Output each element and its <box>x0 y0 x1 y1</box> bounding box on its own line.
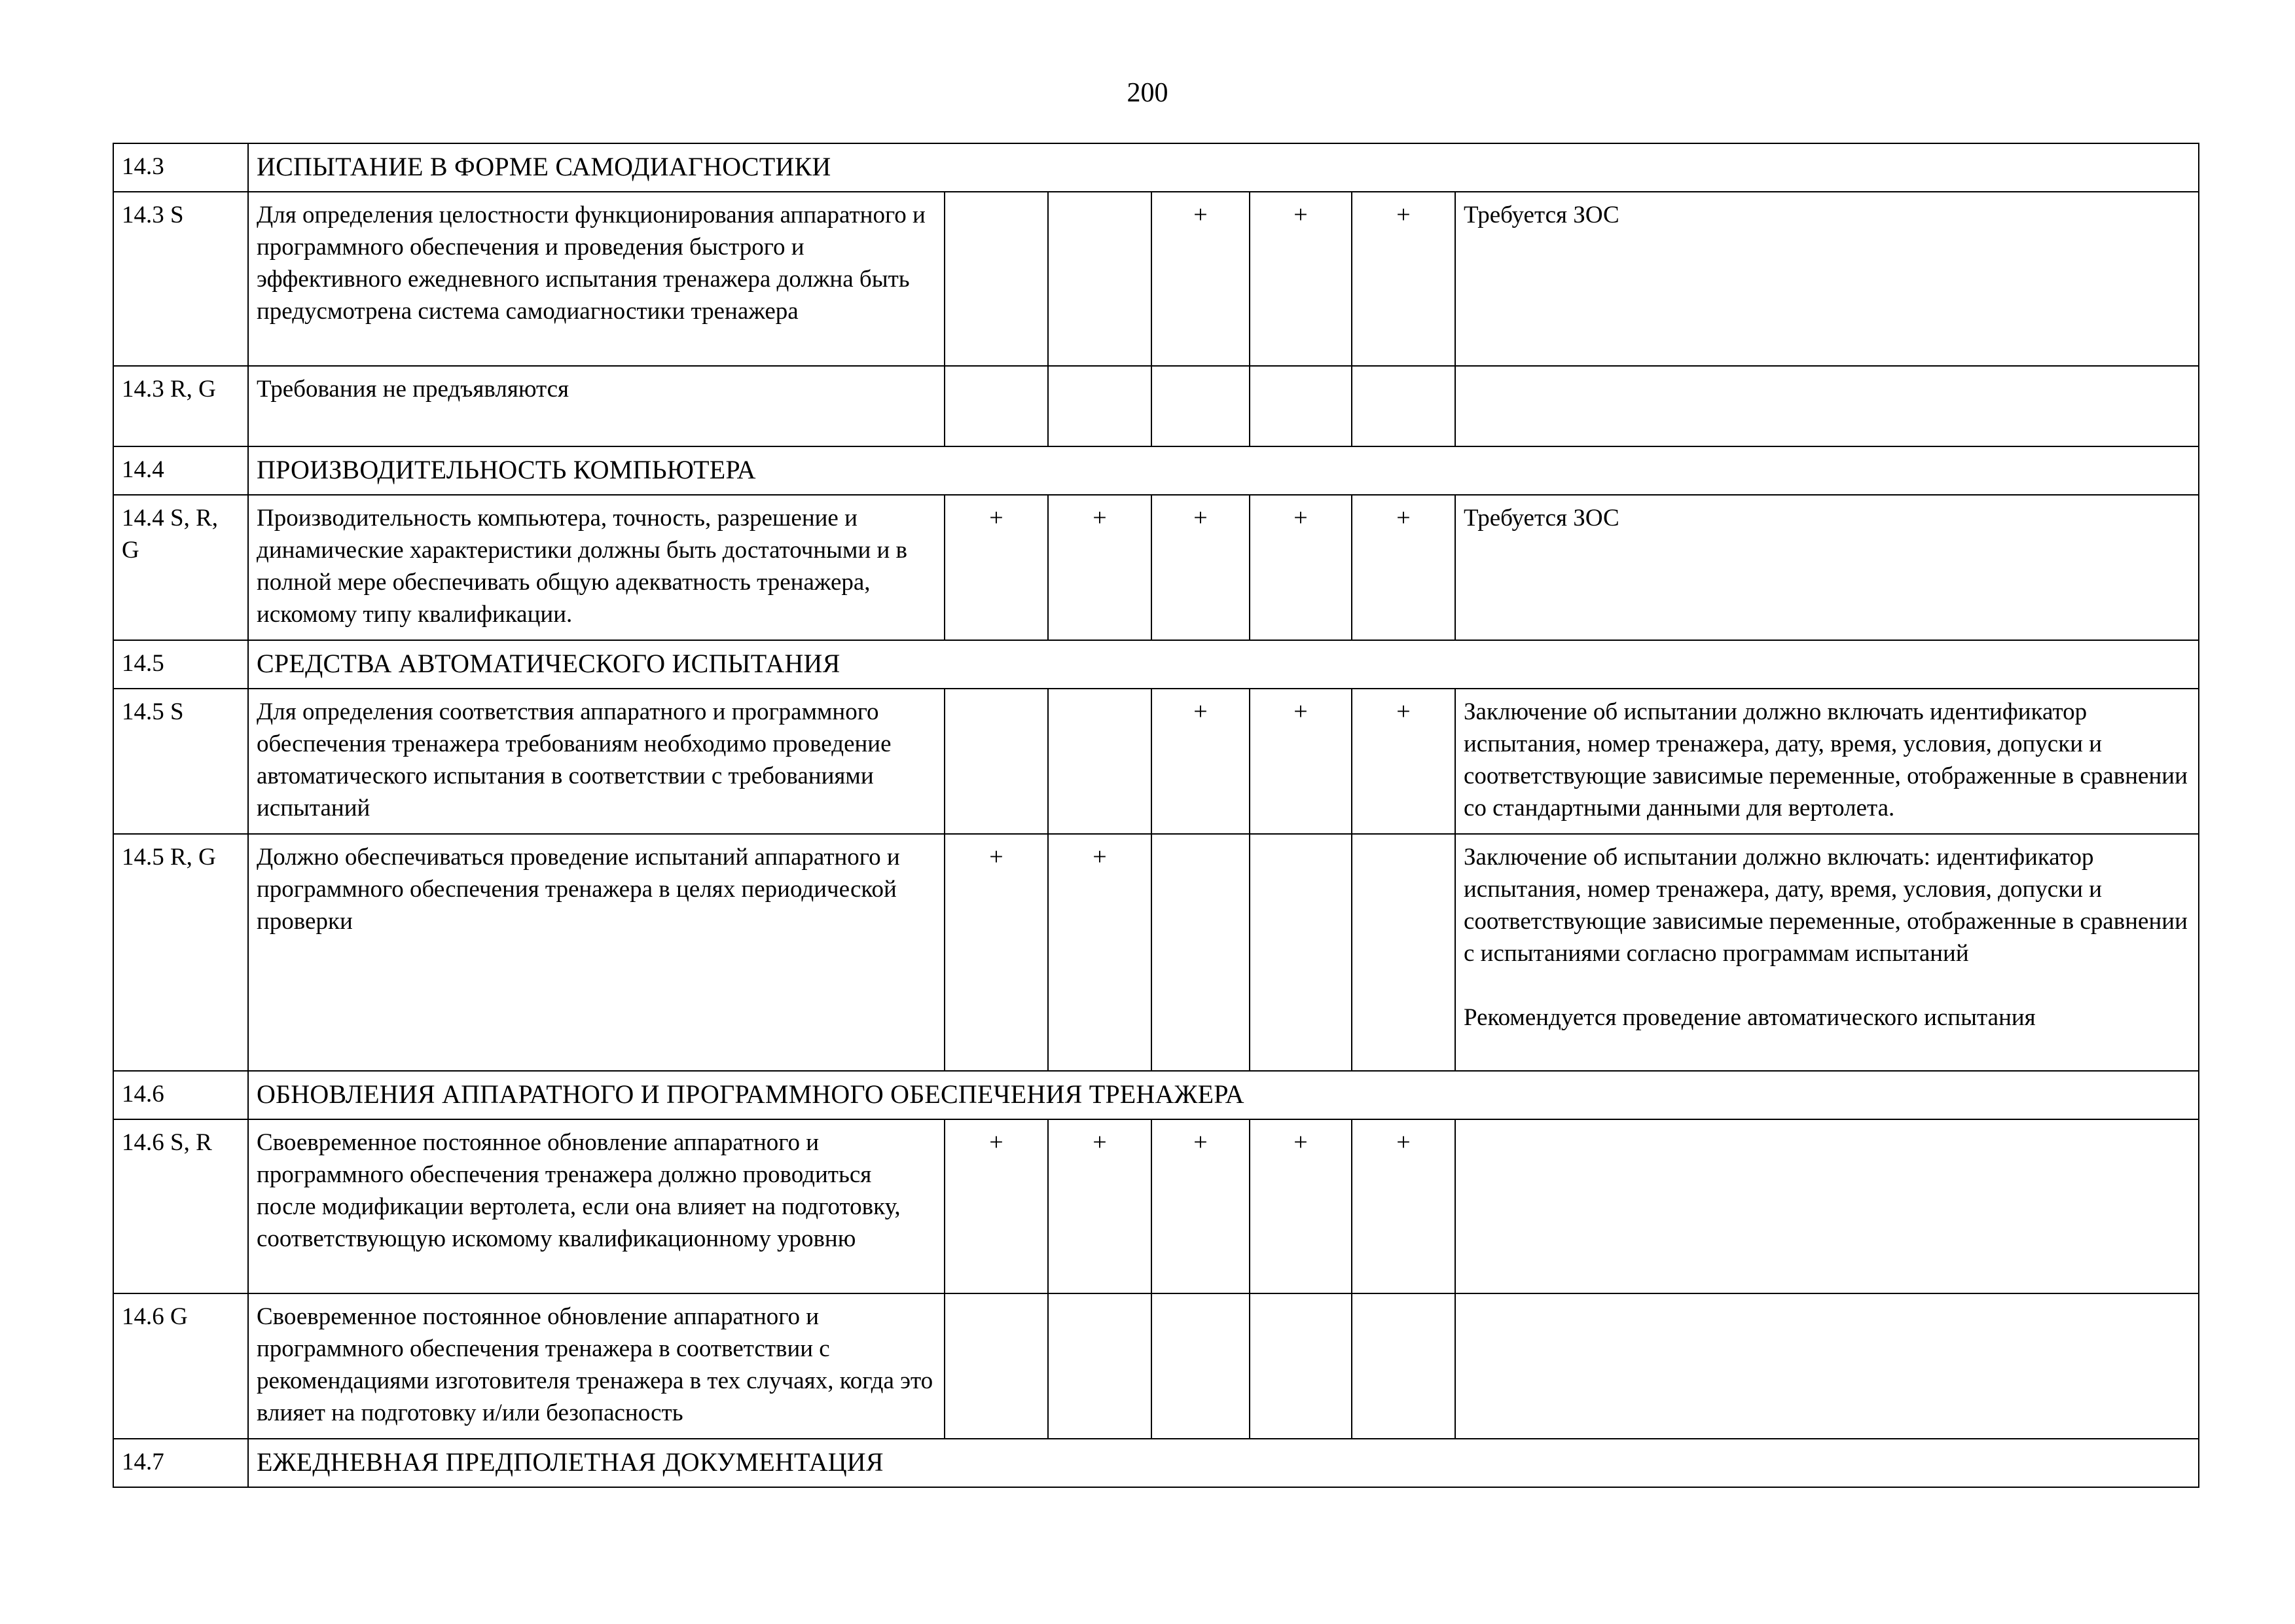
level-mark: + <box>1048 495 1151 640</box>
clause-number: 14.6 S, R <box>113 1119 248 1293</box>
remarks-cell <box>1455 192 2199 366</box>
requirement-text: Своевременное постоянное обновление аппаратного и программного обеспечения тренажера в соответствии с рекомендациями изготовителя тренажера в тех случаях, когда это влияет на подготовку и/или безопасность <box>248 1293 945 1439</box>
level-mark: + <box>1151 192 1250 366</box>
level-mark <box>945 1293 1048 1439</box>
section-row <box>113 640 2199 689</box>
requirement-text: Требования не предъявляются <box>248 366 945 446</box>
remark-paragraph: Рекомендуется проведение автоматического испытания <box>1464 1004 2036 1031</box>
section-row <box>113 446 2199 495</box>
clause-number: 14.3 R, G <box>113 366 248 446</box>
level-mark: + <box>1151 1119 1250 1293</box>
requirement-row <box>113 1119 2199 1293</box>
level-mark <box>1250 834 1352 1071</box>
level-mark: + <box>1352 495 1455 640</box>
section-title: ИСПЫТАНИЕ В ФОРМЕ САМОДИАГНОСТИКИ <box>248 143 2199 192</box>
level-mark: + <box>1250 689 1352 834</box>
clause-number: 14.5 <box>113 640 248 689</box>
level-mark <box>1151 1293 1250 1439</box>
requirement-row <box>113 689 2199 834</box>
level-mark: + <box>1250 1119 1352 1293</box>
level-mark: + <box>945 834 1048 1071</box>
level-mark: + <box>1352 192 1455 366</box>
paragraph-gap <box>1464 969 2190 1001</box>
requirement-row <box>113 192 2199 366</box>
level-mark <box>1250 366 1352 446</box>
section-row <box>113 1439 2199 1487</box>
remarks-cell <box>1455 1293 2199 1439</box>
remarks-cell <box>1455 495 2199 640</box>
clause-number: 14.6 <box>113 1071 248 1119</box>
section-row <box>113 143 2199 192</box>
level-mark <box>945 689 1048 834</box>
level-mark <box>1048 192 1151 366</box>
level-mark: + <box>945 495 1048 640</box>
level-mark: + <box>1151 689 1250 834</box>
level-mark <box>1352 1293 1455 1439</box>
clause-number: 14.4 <box>113 446 248 495</box>
section-title: ЕЖЕДНЕВНАЯ ПРЕДПОЛЕТНАЯ ДОКУМЕНТАЦИЯ <box>248 1439 2199 1487</box>
requirement-row <box>113 834 2199 1071</box>
level-mark: + <box>1250 192 1352 366</box>
level-mark: + <box>1352 689 1455 834</box>
requirement-row <box>113 366 2199 446</box>
remarks-cell <box>1455 366 2199 446</box>
clause-number: 14.6 G <box>113 1293 248 1439</box>
remarks-cell <box>1455 1119 2199 1293</box>
level-mark <box>1048 689 1151 834</box>
level-mark <box>1048 1293 1151 1439</box>
level-mark: + <box>1048 1119 1151 1293</box>
remark-paragraph: Заключение об испытании должно включать идентификатор испытания, номер тренажера, дату, время, условия, допуски и соответствующие зависимые переменные, отображенные в сравнении со стандартными данными для вертолета. <box>1464 698 2188 821</box>
level-mark <box>1151 834 1250 1071</box>
remark-paragraph: Требуется ЗОС <box>1464 505 1619 532</box>
clause-number: 14.3 S <box>113 192 248 366</box>
clause-number: 14.5 S <box>113 689 248 834</box>
level-mark <box>945 192 1048 366</box>
clause-number: 14.4 S, R, G <box>113 495 248 640</box>
requirement-text: Производительность компьютера, точность, разрешение и динамические характеристики должны быть достаточными и в полной мере обеспечивать общую адекватность тренажера, искомому типу квалификации. <box>248 495 945 640</box>
clause-number: 14.5 R, G <box>113 834 248 1071</box>
requirement-text: Для определения целостности функционирования аппаратного и программного обеспечения и проведения быстрого и эффективного ежедневного испытания тренажера должна быть предусмотрена система самодиагностики тренажера <box>248 192 945 366</box>
clause-number: 14.7 <box>113 1439 248 1487</box>
level-mark: + <box>1250 495 1352 640</box>
requirement-text: Для определения соответствия аппаратного и программного обеспечения тренажера требованиям необходимо проведение автоматического испытания в соответствии с требованиями испытаний <box>248 689 945 834</box>
section-title: ПРОИЗВОДИТЕЛЬНОСТЬ КОМПЬЮТЕРА <box>248 446 2199 495</box>
section-title: СРЕДСТВА АВТОМАТИЧЕСКОГО ИСПЫТАНИЯ <box>248 640 2199 689</box>
requirement-text: Своевременное постоянное обновление аппаратного и программного обеспечения тренажера должно проводиться после модификации вертолета, если она влияет на подготовку, соответствующую искомому квалификационному уровню <box>248 1119 945 1293</box>
level-mark <box>1048 366 1151 446</box>
requirements-table <box>113 143 2199 1488</box>
level-mark: + <box>1151 495 1250 640</box>
page-number: 200 <box>1127 78 1168 108</box>
level-mark <box>1352 834 1455 1071</box>
remark-paragraph: Заключение об испытании должно включать: идентификатор испытания, номер тренажера, дату, время, условия, допуски и соответствующие зависимые переменные, отображенные в сравнении с испытаниями согласно программам испытаний <box>1464 844 2188 967</box>
section-row <box>113 1071 2199 1119</box>
remarks-cell <box>1455 834 2199 1071</box>
level-mark <box>945 366 1048 446</box>
section-title: ОБНОВЛЕНИЯ АППАРАТНОГО И ПРОГРАММНОГО ОБЕСПЕЧЕНИЯ ТРЕНАЖЕРА <box>248 1071 2199 1119</box>
level-mark <box>1352 366 1455 446</box>
level-mark: + <box>1048 834 1151 1071</box>
requirement-row <box>113 1293 2199 1439</box>
requirement-text: Должно обеспечиваться проведение испытаний аппаратного и программного обеспечения тренажера в целях периодической проверки <box>248 834 945 1071</box>
level-mark: + <box>1352 1119 1455 1293</box>
level-mark <box>1151 366 1250 446</box>
level-mark: + <box>945 1119 1048 1293</box>
remark-paragraph: Требуется ЗОС <box>1464 202 1619 228</box>
clause-number: 14.3 <box>113 143 248 192</box>
level-mark <box>1250 1293 1352 1439</box>
remarks-cell <box>1455 689 2199 834</box>
requirement-row <box>113 495 2199 640</box>
